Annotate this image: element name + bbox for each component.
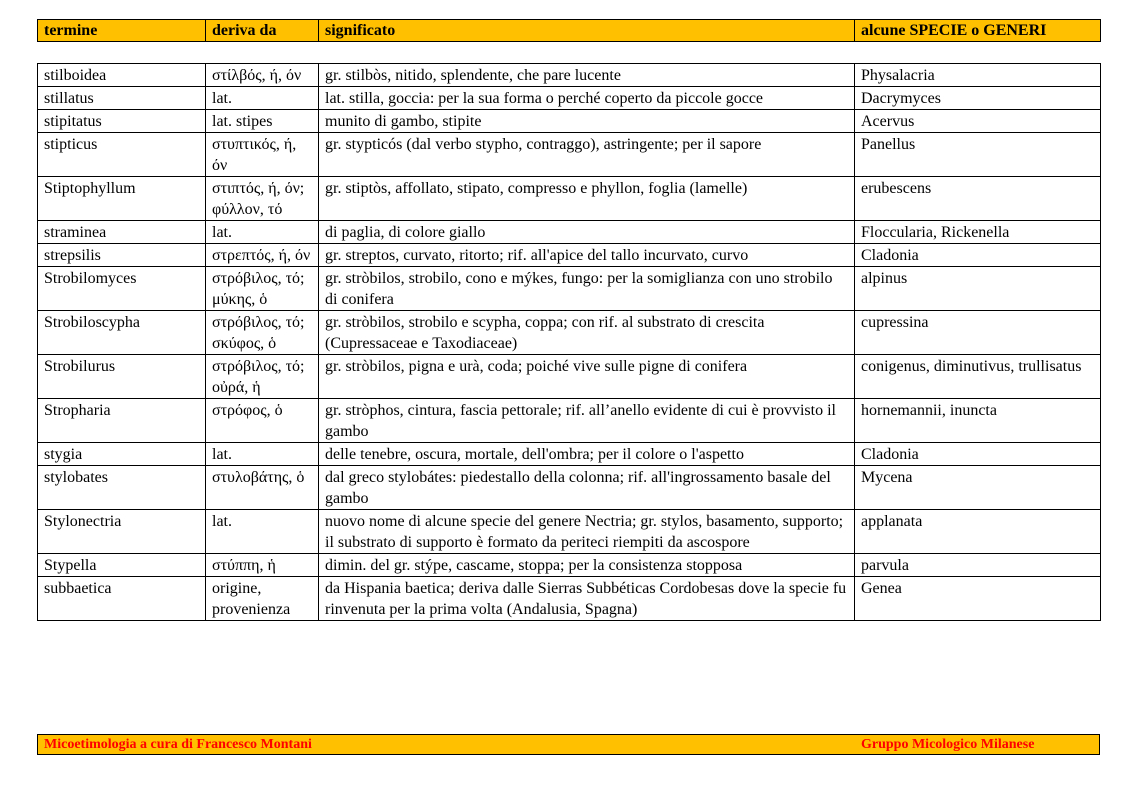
term-cell: Strobilurus <box>38 355 206 399</box>
species-cell: Mycena <box>855 466 1101 510</box>
species-cell: parvula <box>855 554 1101 577</box>
table-row <box>38 466 1101 510</box>
species-cell: Genea <box>855 577 1101 621</box>
term-cell: stilboidea <box>38 64 206 87</box>
header-row <box>38 20 1101 42</box>
table-row <box>38 311 1101 355</box>
table-row <box>38 244 1101 267</box>
header-termine: termine <box>38 20 206 42</box>
header-table <box>37 19 1101 42</box>
table-row <box>38 355 1101 399</box>
meaning-cell: gr. stypticós (dal verbo stypho, contraggo), astringente; per il sapore <box>319 133 855 177</box>
meaning-cell: gr. stilbòs, nitido, splendente, che pare lucente <box>319 64 855 87</box>
table-row <box>38 399 1101 443</box>
term-cell: straminea <box>38 221 206 244</box>
origin-cell: στρόβιλος, τό; σκύφος, ὁ <box>206 311 319 355</box>
meaning-cell: gr. stròbilos, strobilo e scypha, coppa; con rif. al substrato di crescita (Cupressaceae e Taxodiaceae) <box>319 311 855 355</box>
meaning-cell: da Hispania baetica; deriva dalle Sierras Subbéticas Cordobesas dove la specie fu rinvenuta per la prima volta (Andalusia, Spagna) <box>319 577 855 621</box>
term-cell: Strobiloscypha <box>38 311 206 355</box>
species-cell: Acervus <box>855 110 1101 133</box>
origin-cell: lat. <box>206 510 319 554</box>
meaning-cell: delle tenebre, oscura, mortale, dell'ombra; per il colore o l'aspetto <box>319 443 855 466</box>
meaning-cell: gr. stròbilos, strobilo, cono e mýkes, fungo: per la somiglianza con uno strobilo di conifera <box>319 267 855 311</box>
species-cell: Cladonia <box>855 244 1101 267</box>
origin-cell: στύππη, ἡ <box>206 554 319 577</box>
table-row <box>38 177 1101 221</box>
term-cell: stygia <box>38 443 206 466</box>
meaning-cell: gr. streptos, curvato, ritorto; rif. all'apice del tallo incurvato, curvo <box>319 244 855 267</box>
table-row <box>38 87 1101 110</box>
species-cell: alpinus <box>855 267 1101 311</box>
meaning-cell: dal greco stylobátes: piedestallo della colonna; rif. all'ingrossamento basale del gambo <box>319 466 855 510</box>
species-cell: applanata <box>855 510 1101 554</box>
origin-cell: origine, provenienza <box>206 577 319 621</box>
origin-cell: στίλβός, ή, όν <box>206 64 319 87</box>
origin-cell: lat. stipes <box>206 110 319 133</box>
origin-cell: στυπτικός, ή, όν <box>206 133 319 177</box>
table-row <box>38 133 1101 177</box>
species-cell: Cladonia <box>855 443 1101 466</box>
origin-cell: στρόβιλος, τό; μύκης, ὁ <box>206 267 319 311</box>
footer-group: Gruppo Micologico Milanese <box>861 737 1035 752</box>
origin-cell: lat. <box>206 87 319 110</box>
term-cell: strepsilis <box>38 244 206 267</box>
header-significato: significato <box>319 20 855 42</box>
table-row <box>38 443 1101 466</box>
header-deriva-da: deriva da <box>206 20 319 42</box>
table-row <box>38 64 1101 87</box>
origin-cell: στρεπτός, ή, όν <box>206 244 319 267</box>
origin-cell: στυλοβάτης, ὁ <box>206 466 319 510</box>
term-cell: Stropharia <box>38 399 206 443</box>
meaning-cell: gr. stròphos, cintura, fascia pettorale; rif. all’anello evidente di cui è provvisto il gambo <box>319 399 855 443</box>
species-cell: Panellus <box>855 133 1101 177</box>
meaning-cell: di paglia, di colore giallo <box>319 221 855 244</box>
origin-cell: στιπτός, ή, όν; φύλλον, τό <box>206 177 319 221</box>
table-row <box>38 110 1101 133</box>
table-row <box>38 510 1101 554</box>
term-cell: subbaetica <box>38 577 206 621</box>
term-cell: stylobates <box>38 466 206 510</box>
origin-cell: στρόβιλος, τό; οὐρά, ἡ <box>206 355 319 399</box>
origin-cell: στρόφος, ὁ <box>206 399 319 443</box>
term-cell: Stiptophyllum <box>38 177 206 221</box>
footer-author: Micoetimologia a cura di Francesco Montani <box>44 737 312 752</box>
species-cell: cupressina <box>855 311 1101 355</box>
term-cell: Stypella <box>38 554 206 577</box>
meaning-cell: munito di gambo, stipite <box>319 110 855 133</box>
origin-cell: lat. <box>206 443 319 466</box>
species-cell: Physalacria <box>855 64 1101 87</box>
term-cell: stillatus <box>38 87 206 110</box>
species-cell: erubescens <box>855 177 1101 221</box>
table-row <box>38 554 1101 577</box>
glossary-table <box>37 63 1101 621</box>
term-cell: Stylonectria <box>38 510 206 554</box>
meaning-cell: dimin. del gr. stýpe, cascame, stoppa; per la consistenza stopposa <box>319 554 855 577</box>
footer-bar <box>37 734 1100 755</box>
meaning-cell: lat. stilla, goccia: per la sua forma o perché coperto da piccole gocce <box>319 87 855 110</box>
species-cell: hornemannii, inuncta <box>855 399 1101 443</box>
term-cell: stipitatus <box>38 110 206 133</box>
term-cell: Strobilomyces <box>38 267 206 311</box>
species-cell: conigenus, diminutivus, trullisatus <box>855 355 1101 399</box>
origin-cell: lat. <box>206 221 319 244</box>
meaning-cell: gr. stròbilos, pigna e urà, coda; poiché vive sulle pigne di conifera <box>319 355 855 399</box>
header-specie-generi: alcune SPECIE o GENERI <box>855 20 1101 42</box>
meaning-cell: gr. stiptòs, affollato, stipato, compresso e phyllon, foglia (lamelle) <box>319 177 855 221</box>
table-row <box>38 577 1101 621</box>
table-row <box>38 221 1101 244</box>
meaning-cell: nuovo nome di alcune specie del genere Nectria; gr. stylos, basamento, supporto; il substrato di supporto è formato da periteci riempiti da ascospore <box>319 510 855 554</box>
species-cell: Dacrymyces <box>855 87 1101 110</box>
term-cell: stipticus <box>38 133 206 177</box>
table-row <box>38 267 1101 311</box>
species-cell: Floccularia, Rickenella <box>855 221 1101 244</box>
